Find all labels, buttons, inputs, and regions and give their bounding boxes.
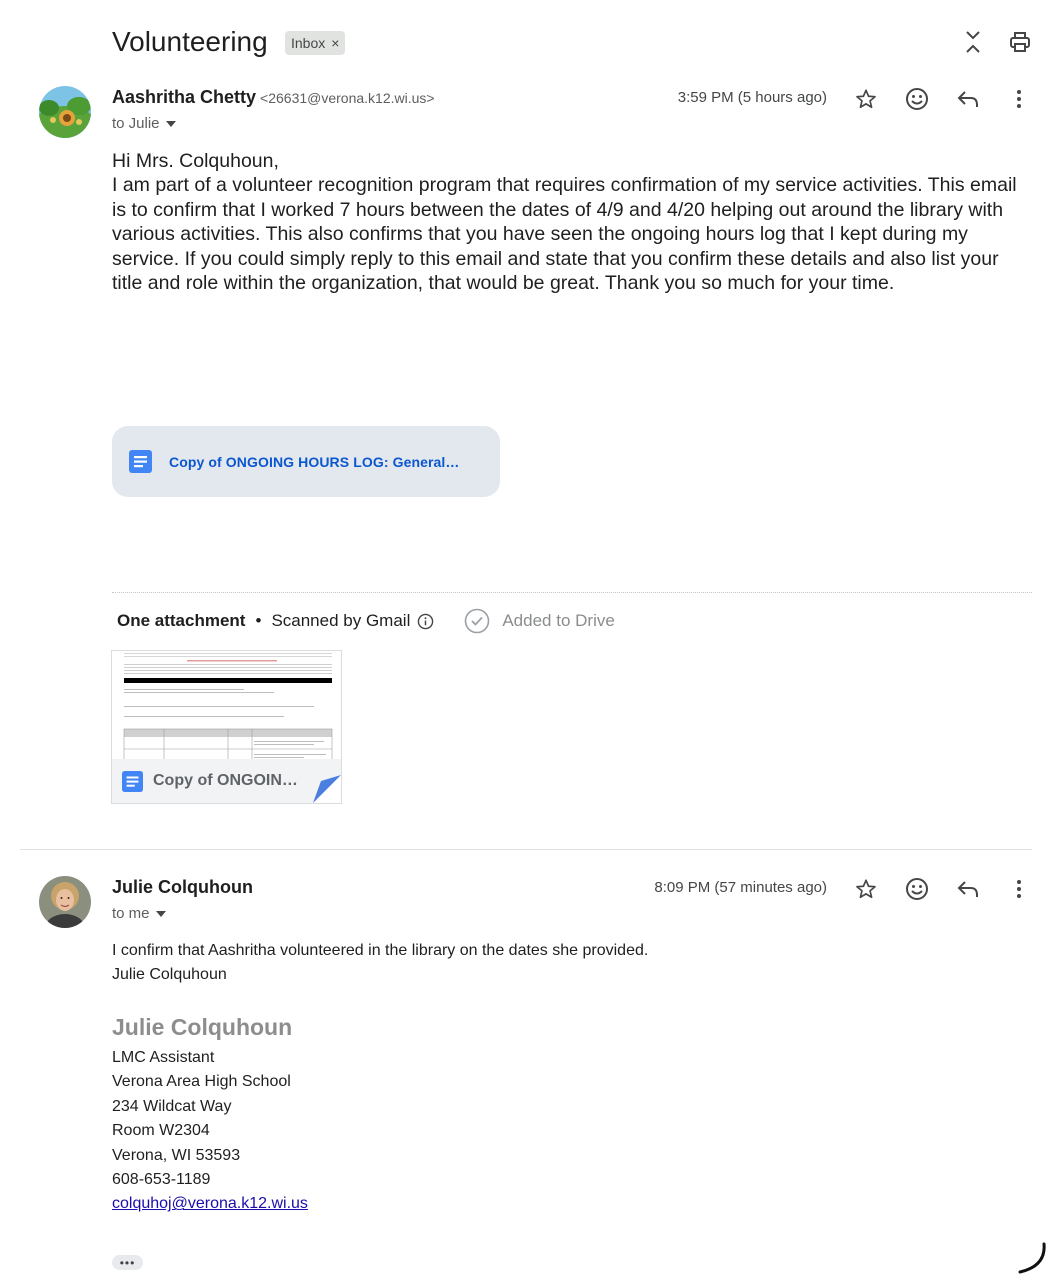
- caret-down-icon: [156, 911, 166, 917]
- star-icon[interactable]: [851, 84, 881, 114]
- scanned-text: Scanned by Gmail: [271, 611, 411, 630]
- body-line: I confirm that Aashritha volunteered in the library on the dates she provided.: [112, 942, 649, 959]
- linked-doc-title: Copy of ONGOING HOURS LOG: General…: [169, 453, 460, 470]
- sender-email: <26631@verona.k12.wi.us>: [260, 90, 435, 106]
- email-subject: Volunteering: [112, 26, 268, 57]
- attachment-thumbnail[interactable]: [111, 650, 342, 804]
- emoji-icon[interactable]: [902, 874, 932, 904]
- label-text: Inbox: [291, 35, 326, 51]
- signature-phone: 608-653-1189: [112, 1171, 211, 1189]
- attachment-title-bar: [112, 759, 342, 803]
- signature-email-link[interactable]: colquhoj@verona.k12.wi.us: [112, 1195, 308, 1213]
- signature-room: Room W2304: [112, 1122, 210, 1140]
- check-circle-icon: [464, 608, 490, 634]
- attachment-count: One attachment: [117, 611, 246, 630]
- emoji-icon[interactable]: [902, 84, 932, 114]
- print-icon[interactable]: [1006, 28, 1034, 56]
- star-icon[interactable]: [851, 874, 881, 904]
- attachment-name: Copy of ONGOIN…: [153, 772, 298, 789]
- page-curl-icon: [313, 775, 341, 803]
- recipients-text: to me: [112, 905, 150, 922]
- sender-name[interactable]: Aashritha Chetty: [112, 87, 257, 107]
- document-preview: [112, 651, 342, 763]
- google-docs-icon: [129, 450, 152, 473]
- sender-name-julie[interactable]: Julie Colquhoun: [112, 877, 253, 897]
- signature-city: Verona, WI 53593: [112, 1146, 241, 1164]
- info-icon[interactable]: [417, 613, 434, 630]
- message-time-julie: 8:09 PM (57 minutes ago): [654, 879, 827, 896]
- recipients-text: to Julie: [112, 115, 160, 132]
- signature-name: Julie Colquhoun: [112, 1014, 293, 1040]
- recipients-toggle[interactable]: [112, 115, 176, 132]
- sender-avatar-julie[interactable]: [39, 876, 91, 928]
- body-text: I am part of a volunteer recognition program that requires confirmation of my service activities. This email is to confirm that I worked 7 hours between the dates of 4/9 and 4/20 helping out around the library with various activities. This also confirms that you have seen the ongoing hours log that I kept during my service. If you could simply reply to this email and state that you confirm these details and also list your title and role within the organization, that would be great. Thank you so much for your time.: [112, 174, 1017, 295]
- remove-label-button[interactable]: ×: [331, 35, 340, 51]
- reply-icon[interactable]: [953, 874, 983, 904]
- greeting: Hi Mrs. Colquhoun,: [112, 150, 279, 172]
- linked-doc-chip[interactable]: [112, 426, 500, 497]
- message-time: 3:59 PM (5 hours ago): [677, 89, 827, 106]
- caret-down-icon: [166, 121, 176, 127]
- loading-spinner-icon: [1016, 1240, 1050, 1276]
- body-line: Julie Colquhoun: [112, 966, 227, 984]
- added-to-drive-text: Added to Drive: [502, 611, 615, 630]
- recipients-toggle-julie[interactable]: [112, 905, 166, 922]
- more-vert-icon[interactable]: [1004, 874, 1034, 904]
- message-divider: [20, 849, 1032, 850]
- signature-org: Verona Area High School: [112, 1073, 291, 1091]
- separator-dot: •: [255, 611, 262, 630]
- collapse-all-icon[interactable]: [959, 28, 987, 56]
- message-body: [112, 149, 1032, 295]
- inbox-label-chip[interactable]: [285, 31, 345, 55]
- attachment-divider: [112, 592, 1032, 593]
- message-body-julie: [112, 939, 648, 988]
- signature-street: 234 Wildcat Way: [112, 1097, 232, 1115]
- attachment-header: [117, 609, 615, 633]
- sender-avatar[interactable]: [39, 86, 91, 138]
- show-trimmed-content-button[interactable]: •••: [112, 1255, 143, 1270]
- reply-icon[interactable]: [953, 84, 983, 114]
- signature-title: LMC Assistant: [112, 1049, 215, 1066]
- google-docs-icon: [122, 771, 143, 792]
- more-vert-icon[interactable]: [1004, 84, 1034, 114]
- signature-block: [112, 1046, 308, 1217]
